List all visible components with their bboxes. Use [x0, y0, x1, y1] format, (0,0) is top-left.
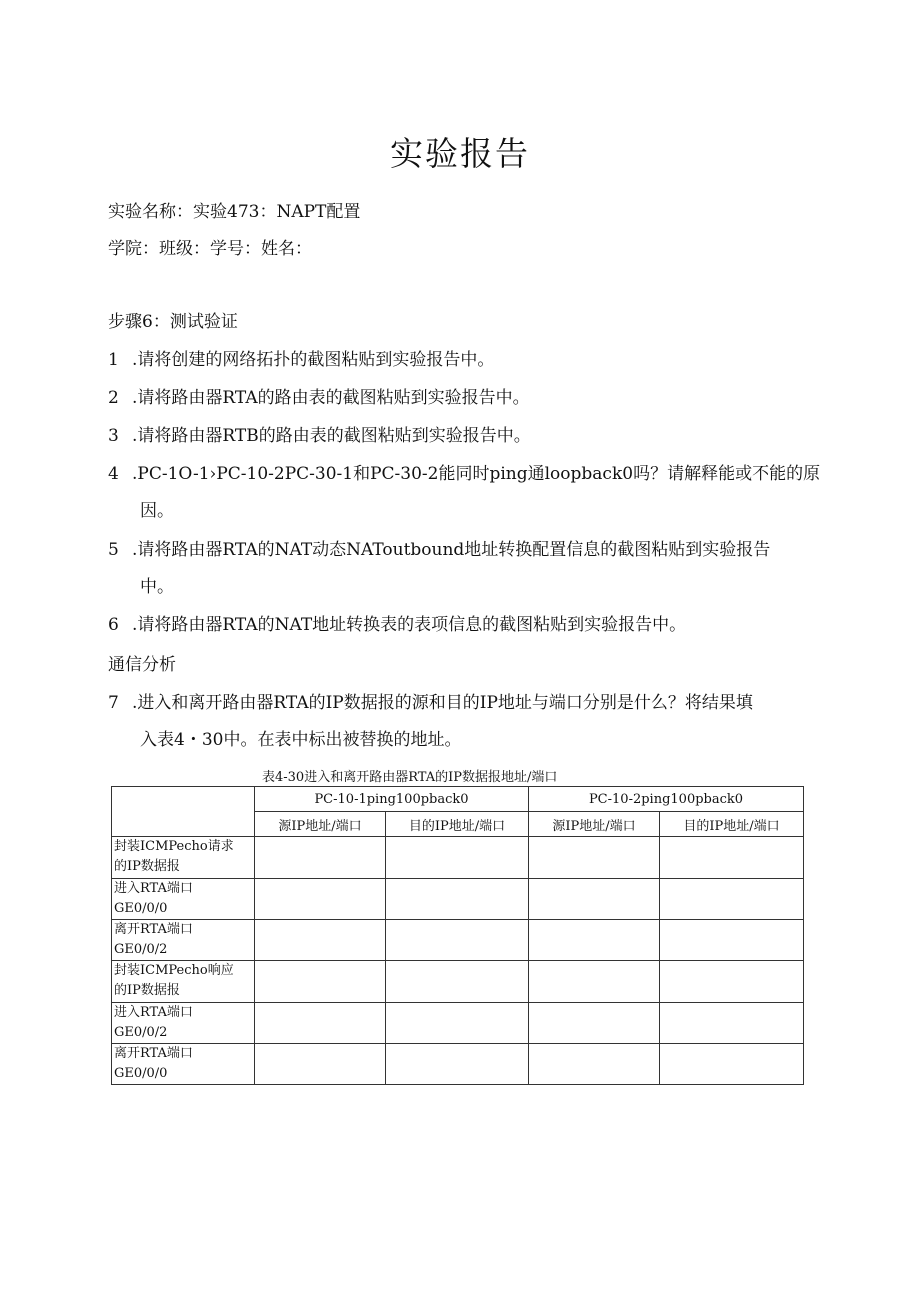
question-number: 7	[108, 693, 119, 713]
report-title: 实验报告	[390, 134, 530, 173]
question-text: .进入和离开路由器RTA的IP数据报的源和目的IP地址与端口分别是什么？将结果填	[132, 693, 753, 713]
row-label	[112, 879, 255, 920]
sub-header-destination: 目的IP地址/端口	[386, 812, 529, 837]
question-text: .请将创建的网络拓扑的截图粘贴到实验报告中。	[132, 350, 495, 370]
question-number: 3	[108, 426, 119, 446]
question-number: 5	[108, 540, 119, 560]
table-row	[112, 837, 804, 879]
row-label-line: GE0/0/2	[114, 1025, 168, 1040]
question-continuation: 因。	[140, 501, 174, 521]
table-caption: 表4-30进入和离开路由器RTA的IP数据报地址/端口	[262, 770, 558, 785]
table-corner-cell	[112, 787, 255, 837]
row-label-line: 的IP数据报	[114, 983, 180, 998]
question-text: .请将路由器RTA的NAT动态NAToutbound地址转换配置信息的截图粘贴到实验报告	[132, 540, 771, 560]
table-cell	[255, 879, 386, 920]
group-header-pc-10-2: PC-10-2ping100pback0	[529, 787, 804, 812]
table-group-header-row	[112, 787, 804, 812]
row-label-line: 离开RTA端口	[114, 1046, 193, 1061]
question-text: .PC-1O-1›PC-10-2PC-30-1和PC-30-2能同时ping通loopback0吗？请解释能或不能的原	[132, 464, 821, 484]
experiment-name: 实验名称：实验473：NAPT配置	[108, 202, 361, 222]
row-label-line: 进入RTA端口	[114, 881, 193, 896]
sub-header-source: 源IP地址/端口	[255, 812, 386, 837]
row-label-line: GE0/0/0	[114, 1066, 168, 1081]
table-cell	[386, 879, 529, 920]
question-item	[108, 610, 686, 635]
row-label-line: GE0/0/2	[114, 942, 168, 957]
table-cell	[386, 961, 529, 1003]
table-row	[112, 879, 804, 920]
row-label-line: 进入RTA端口	[114, 1005, 193, 1020]
row-label	[112, 1044, 255, 1085]
table-row	[112, 1003, 804, 1044]
row-label	[112, 1003, 255, 1044]
table-cell	[386, 837, 529, 879]
row-label	[112, 837, 255, 879]
table-cell	[529, 837, 660, 879]
table-cell	[255, 961, 386, 1003]
table-cell	[386, 1044, 529, 1085]
address-port-table	[111, 786, 804, 1085]
table-cell	[255, 837, 386, 879]
row-label-line: GE0/0/0	[114, 901, 168, 916]
student-info: 学院：班级：学号：姓名：	[108, 239, 312, 259]
section-heading: 通信分析	[108, 655, 176, 675]
question-continuation: 入表4・30中。在表中标出被替换的地址。	[140, 730, 462, 750]
table-cell	[255, 920, 386, 961]
sub-header-source: 源IP地址/端口	[529, 812, 660, 837]
table-row	[112, 961, 804, 1003]
table-cell	[660, 1044, 804, 1085]
group-header-pc-10-1: PC-10-1ping100pback0	[255, 787, 529, 812]
sub-header-destination: 目的IP地址/端口	[660, 812, 804, 837]
table-row	[112, 1044, 804, 1085]
question-item	[108, 345, 494, 370]
table-cell	[255, 1044, 386, 1085]
table-cell	[386, 920, 529, 961]
question-item	[108, 535, 770, 560]
question-continuation: 中。	[140, 577, 174, 597]
question-number: 1	[108, 350, 119, 370]
table-row	[112, 920, 804, 961]
question-text: .请将路由器RTA的路由表的截图粘贴到实验报告中。	[132, 388, 530, 408]
table-cell	[660, 879, 804, 920]
row-label-line: 的IP数据报	[114, 859, 180, 874]
table-cell	[386, 1003, 529, 1044]
question-item	[108, 383, 530, 408]
table-cell	[529, 879, 660, 920]
table-cell	[660, 961, 804, 1003]
table-cell	[660, 837, 804, 879]
row-label	[112, 920, 255, 961]
table-cell	[255, 1003, 386, 1044]
question-number: 6	[108, 615, 119, 635]
question-text: .请将路由器RTA的NAT地址转换表的表项信息的截图粘贴到实验报告中。	[132, 615, 687, 635]
question-text: .请将路由器RTB的路由表的截图粘贴到实验报告中。	[132, 426, 531, 446]
row-label-line: 离开RTA端口	[114, 922, 193, 937]
question-number: 2	[108, 388, 119, 408]
step-heading: 步骤6：测试验证	[108, 312, 238, 332]
row-label	[112, 961, 255, 1003]
row-label-line: 封装ICMPecho响应	[114, 963, 234, 978]
table-cell	[529, 920, 660, 961]
table-cell	[660, 1003, 804, 1044]
table-cell	[529, 1044, 660, 1085]
question-item	[108, 421, 531, 446]
table-cell	[529, 1003, 660, 1044]
question-item	[108, 459, 820, 484]
table-cell	[529, 961, 660, 1003]
row-label-line: 封装ICMPecho请求	[114, 839, 234, 854]
table-cell	[660, 920, 804, 961]
question-item	[108, 688, 753, 713]
question-number: 4	[108, 464, 119, 484]
